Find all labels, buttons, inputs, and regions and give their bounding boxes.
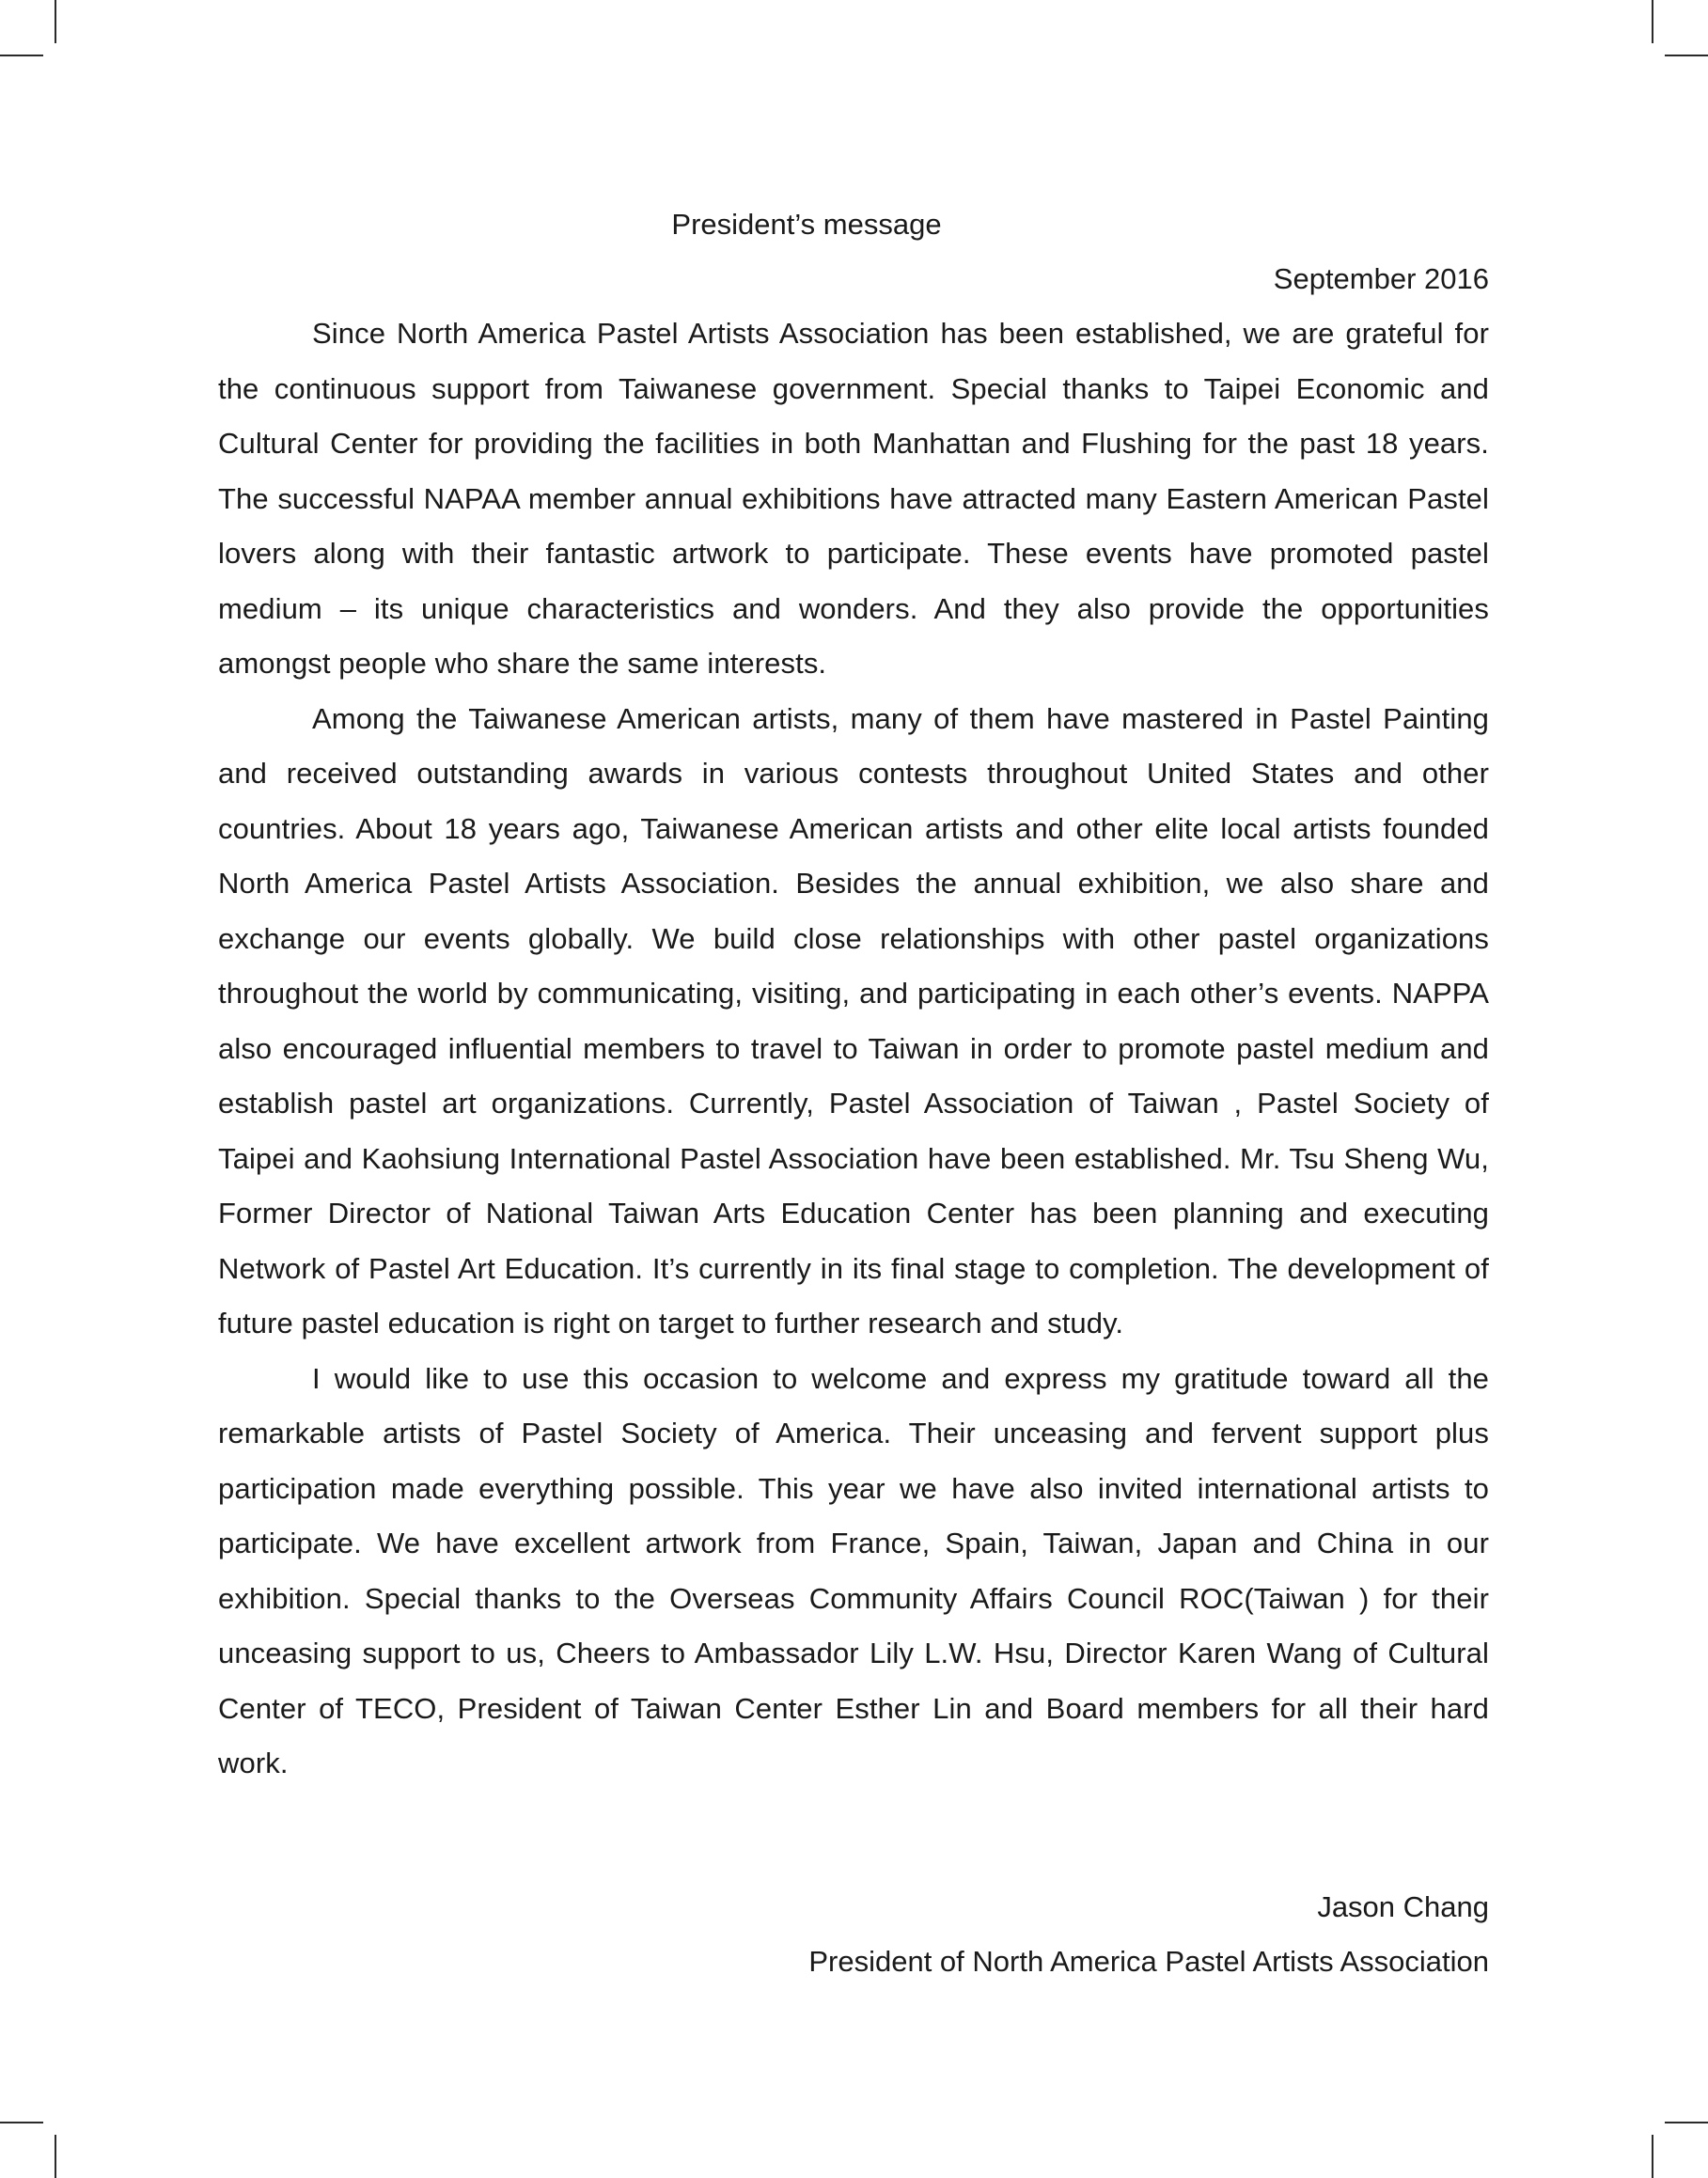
signature-name: Jason Chang [1317, 1890, 1489, 1923]
paragraph-3: I would like to use this occasion to welcome and express my gratitude toward all the remarkable artists of Pastel Society of America. Their unceasing and fervent support plus participation made everything possible. This year we have also invited international artists to participate. We have excellent artwork from France, Spain, Taiwan, Japan and China in our exhibition. Special thanks to the Overseas Community Affairs Council ROC(Taiwan ) for their unceasing support to us, Cheers to Ambassador Lily L.W. Hsu, Director Karen Wang of Cultural Center of TECO, President of Taiwan Center Esther Lin and Board members for all their hard work. [218, 1361, 1489, 1779]
crop-mark-bottom-left-horizontal [0, 2122, 43, 2123]
crop-mark-top-right-horizontal [1665, 55, 1708, 56]
crop-mark-bottom-right-vertical [1652, 2135, 1653, 2178]
page-title: President’s message [671, 208, 942, 241]
crop-mark-bottom-left-vertical [55, 2135, 56, 2178]
crop-mark-top-left-horizontal [0, 55, 43, 56]
crop-mark-top-left-vertical [55, 0, 56, 43]
paragraph-1: Since North America Pastel Artists Association has been established, we are grateful for the continuous support from Taiwanese government. Special thanks to Taipei Economic and Cultural Center for providing the facilities in both Manhattan and Flushing for the past 18 years. The successful NAPAA member annual exhibitions have attracted many Eastern American Pastel lovers along with their fantastic artwork to participate. These events have promoted pastel medium – its unique characteristics and wonders. And they also provide the opportunities amongst people who share the same interests. [218, 317, 1489, 680]
crop-mark-top-right-vertical [1652, 0, 1653, 43]
letter-body [218, 197, 1489, 1978]
crop-mark-bottom-right-horizontal [1665, 2122, 1708, 2123]
signature-role: President of North America Pastel Artists Association [808, 1945, 1489, 1978]
letter-date: September 2016 [1273, 262, 1489, 295]
paragraph-2: Among the Taiwanese American artists, many of them have mastered in Pastel Painting and received outstanding awards in various contests throughout United States and other countries. About 18 years ago, Taiwanese American artists and other elite local artists founded North America Pastel Artists Association. Besides the annual exhibition, we also share and exchange our events globally. We build close relationships with other pastel organizations throughout the world by communicating, visiting, and participating in each other’s events. NAPPA also encouraged influential members to travel to Taiwan in order to promote pastel medium and establish pastel art organizations. Currently, Pastel Association of Taiwan , Pastel Society of Taipei and Kaohsiung International Pastel Association have been established. Mr. Tsu Sheng Wu, Former Director of National Taiwan Arts Education Center has been planning and executing Network of Pastel Art Education. It’s currently in its final stage to completion. The development of future pastel education is right on target to further research and study. [218, 701, 1489, 1340]
signature-block [218, 1880, 1489, 1989]
